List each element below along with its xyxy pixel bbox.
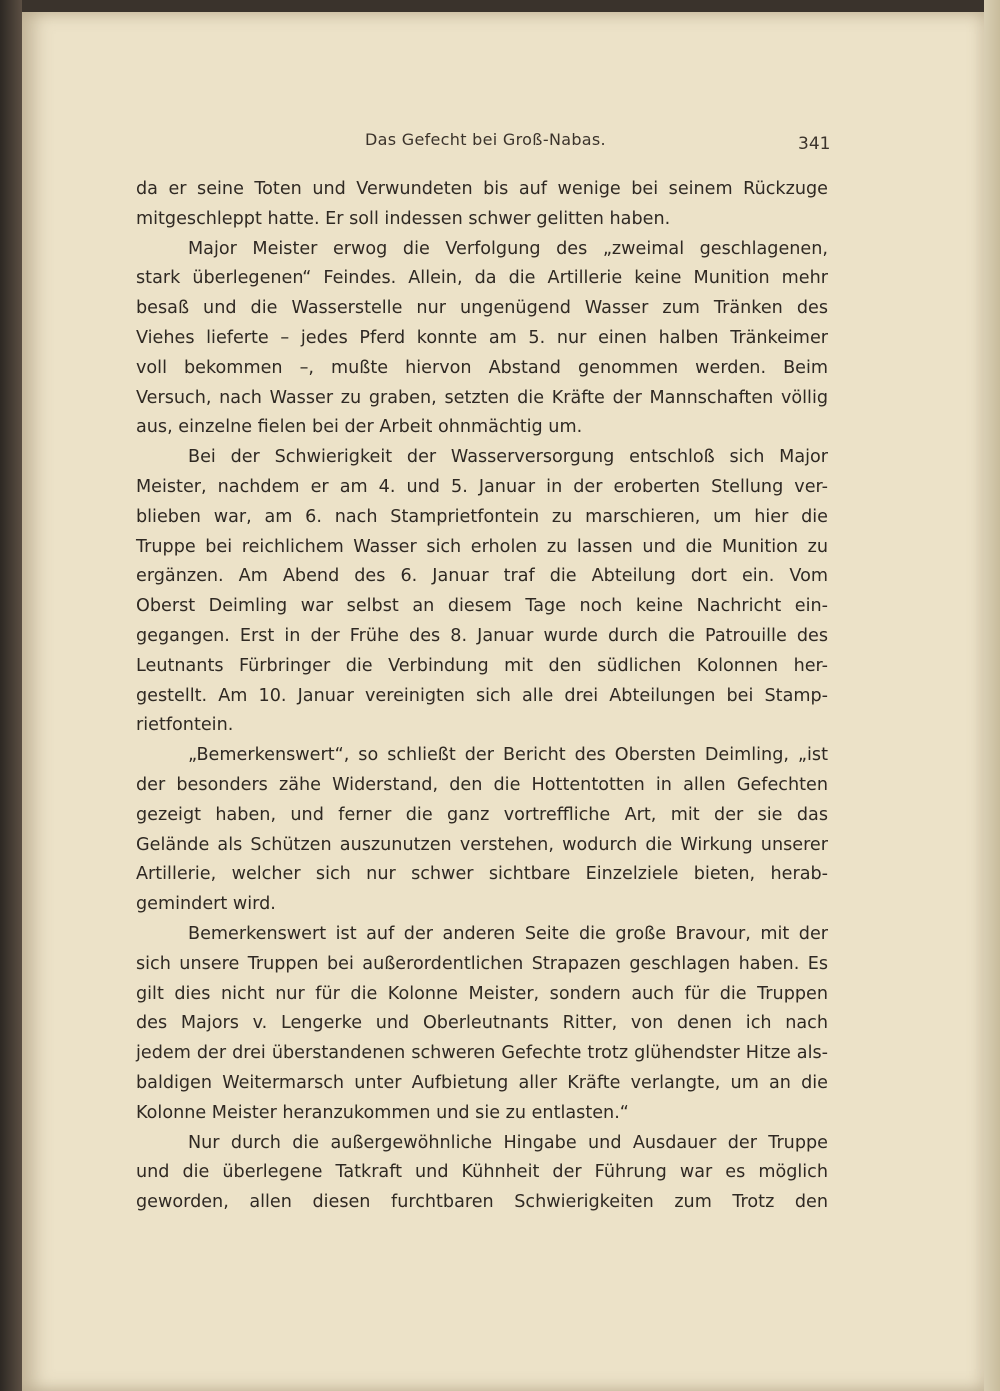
text-line: mitgeschleppt hatte. Er soll indessen schwer gelitten haben. xyxy=(136,208,671,229)
page-edge xyxy=(984,0,1000,1391)
text-line: rietfontein. xyxy=(136,715,234,736)
text-line: und die überlegene Tatkraft und Kühnheit der Führung war es möglich xyxy=(136,1162,828,1183)
text-line: besaß und die Wasserstelle nur ungenügend Wasser zum Tränken des xyxy=(136,298,828,319)
text-line: „Bemerkenswert“, so schließt der Bericht des Obersten Deimling, „ist xyxy=(188,745,828,766)
body-text xyxy=(136,175,828,1218)
page-header xyxy=(0,130,1000,160)
text-line: der besonders zähe Widerstand, den die Hottentotten in allen Gefechten xyxy=(136,774,828,795)
running-title: Das Gefecht bei Groß-Nabas. xyxy=(365,130,606,149)
text-line: Meister, nachdem er am 4. und 5. Januar in der eroberten Stellung ver- xyxy=(136,476,828,497)
text-line: stark überlegenen“ Feindes. Allein, da die Artillerie keine Munition mehr xyxy=(136,268,828,289)
text-line: Bei der Schwierigkeit der Wasserversorgung entschloß sich Major xyxy=(188,447,828,468)
text-line: Viehes lieferte – jedes Pferd konnte am 5. nur einen halben Tränkeimer xyxy=(136,327,828,348)
text-line: Versuch, nach Wasser zu graben, setzten die Kräfte der Mannschaften völlig xyxy=(136,387,828,408)
text-line: gestellt. Am 10. Januar vereinigten sich alle drei Abteilungen bei Stamp- xyxy=(136,685,828,706)
text-line: gilt dies nicht nur für die Kolonne Meister, sondern auch für die Truppen xyxy=(136,983,828,1004)
text-line: gemindert wird. xyxy=(136,894,276,915)
text-line: gegangen. Erst in der Frühe des 8. Januar wurde durch die Patrouille des xyxy=(136,625,828,646)
text-line: Leutnants Fürbringer die Verbindung mit den südlichen Kolonnen her- xyxy=(136,655,828,676)
text-line: Bemerkenswert ist auf der anderen Seite die große Bravour, mit der xyxy=(188,923,828,944)
text-line: voll bekommen –, mußte hiervon Abstand genommen werden. Beim xyxy=(136,357,828,378)
book-binding-edge xyxy=(0,0,22,1391)
text-line: blieben war, am 6. nach Stamprietfontein zu marschieren, um hier die xyxy=(136,506,828,527)
text-line: des Majors v. Lengerke und Oberleutnants Ritter, von denen ich nach xyxy=(136,1013,828,1034)
text-line: sich unsere Truppen bei außerordentlichen Strapazen geschlagen haben. Es xyxy=(136,953,828,974)
text-line: Truppe bei reichlichem Wasser sich erholen zu lassen und die Munition zu xyxy=(136,536,828,557)
text-line: Kolonne Meister heranzukommen und sie zu entlasten.“ xyxy=(136,1102,629,1123)
text-line: jedem der drei überstandenen schweren Gefechte trotz glühendster Hitze als- xyxy=(136,1043,828,1064)
text-line: aus, einzelne fielen bei der Arbeit ohnmächtig um. xyxy=(136,417,583,438)
page-number: 341 xyxy=(798,134,831,154)
text-line: Artillerie, welcher sich nur schwer sichtbare Einzelziele bieten, herab- xyxy=(136,864,828,885)
text-line: Nur durch die außergewöhnliche Hingabe und Ausdauer der Truppe xyxy=(188,1132,828,1153)
text-line: geworden, allen diesen furchtbaren Schwierigkeiten zum Trotz den xyxy=(136,1192,828,1213)
text-line: Gelände als Schützen auszunutzen verstehen, wodurch die Wirkung unserer xyxy=(136,834,828,855)
text-line: da er seine Toten und Verwundeten bis auf wenige bei seinem Rückzuge xyxy=(136,179,828,199)
text-line: Major Meister erwog die Verfolgung des „zweimal geschlagenen, xyxy=(188,238,828,259)
text-line: baldigen Weitermarsch unter Aufbietung aller Kräfte verlangte, um an die xyxy=(136,1072,828,1093)
text-line: gezeigt haben, und ferner die ganz vortreffliche Art, mit der sie das xyxy=(136,804,828,825)
text-line: ergänzen. Am Abend des 6. Januar traf die Abteilung dort ein. Vom xyxy=(136,566,828,587)
text-line: Oberst Deimling war selbst an diesem Tage noch keine Nachricht ein- xyxy=(136,596,828,617)
